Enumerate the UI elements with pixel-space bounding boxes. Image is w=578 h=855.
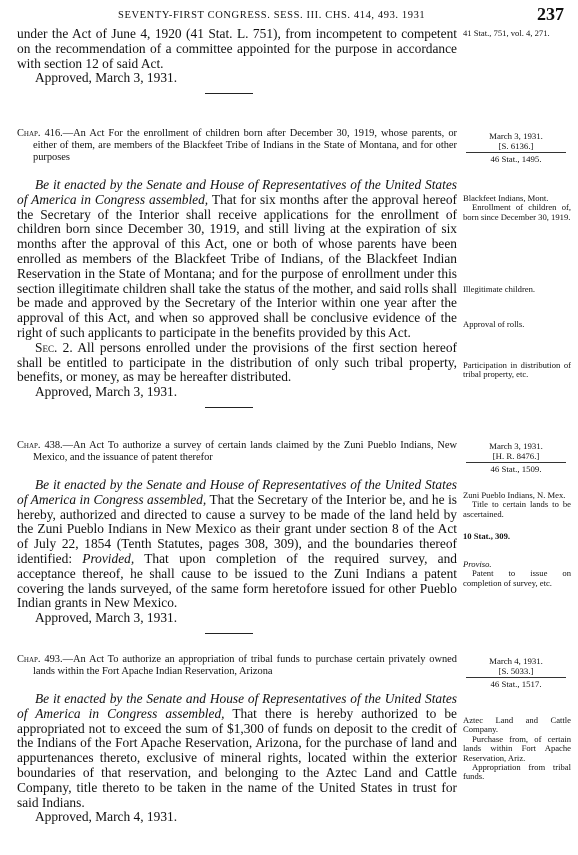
section-divider: [205, 633, 253, 634]
chapter-label: Chap. 416.: [17, 128, 63, 139]
section-text: All persons enrolled under the provisions of the first section hereof shall be entitled to participate in the distribution of only such tribal property, benefits, or money, as may be hereafter distributed.: [17, 339, 457, 385]
docket-date: March 3, 1931.: [489, 441, 543, 451]
approved-line: Approved, March 3, 1931.: [35, 70, 178, 86]
docket-date: March 3, 1931.: [489, 131, 543, 141]
margin-note-zuni: Zuni Pueblo Indians, N. Mex. Title to certain lands to be ascertained.: [463, 490, 571, 519]
section-label: Sec. 2.: [35, 339, 73, 355]
docket-stat: 46 Stat., 1517.: [466, 677, 566, 689]
chapter-493: [17, 654, 457, 825]
running-header: [0, 4, 578, 24]
enacting-clause: Be it enacted by the Senate and House of Representatives of the United States of America in Congress assembled,: [17, 477, 457, 507]
running-title: SEVENTY-FIRST CONGRESS. SESS. III. CHS. 414, 493. 1931: [118, 10, 426, 21]
margin-note-41-stat: 41 Stat., 751, vol. 4, 271.: [463, 28, 550, 38]
body-text-1: That the Secretary of the Interior be, and he is hereby, authorized and directed to cause a survey to be made of the land held by the Zuni Pueblo Indians in New Mexico as their grant under section 8 of the Act of July 22, 1854 (Tenth Statutes, pages 308, 309), and the boundaries thereof identified:: [17, 491, 457, 566]
approved-line: Approved, March 4, 1931.: [35, 809, 178, 825]
provided-keyword: Provided,: [82, 550, 135, 566]
enacting-paragraph: [17, 178, 457, 341]
body-text: That there is hereby authorized to be appropriated not to exceed the sum of $1,300 of funds on deposit to the credit of the Indians of the Fort Apache Reservation, Arizona, for the purchase of land and appurtenances thereto, exclusive of mineral rights, located within the exterior boundaries of that reservation, and belonging to the Aztec Land and Cattle Company, title thereto to be taken in the name of the United States in trust for said Indians.: [17, 705, 457, 810]
docket-date: March 4, 1931.: [489, 656, 543, 666]
approved-line: Approved, March 3, 1931.: [35, 384, 178, 400]
margin-note-stat-309: 10 Stat., 309.: [463, 531, 511, 541]
chapter-title: —An Act For the enrollment of children born after December 30, 1919, whose parents, or either of them, are members of the Blackfeet Tribe of Indians in the State of Montana, and for other purposes: [33, 128, 457, 163]
margin-note-proviso: Proviso. Patent to issue on completion of survey, etc.: [463, 559, 571, 588]
body-text: That for six months after the approval hereof the Secretary of the Interior shall receive applications for the enrollment of children born since December 30, 1919, and still living at the expiration of six months after the approval of this Act, one or both of whose parents have been enrolled as members of the Blackfeet Tribe of Indians, of the Blackfeet Indian Reservation in the State of Montana; and for the purpose of enrollment under this section illegitimate children shall take the status of the mother, and said rolls shall be made and approved by the Secretary of the Interior within one year after the approval of this Act, and when so approved shall be conclusive evidence of the right of such applicants to participate in the benefits provided by this Act.: [17, 191, 457, 340]
docket-bill: [S. 5033.]: [498, 666, 534, 676]
enacting-paragraph: [17, 692, 457, 810]
margin-note-participation: Participation in distribution of tribal property, etc.: [463, 360, 571, 380]
chapter-416: [17, 128, 457, 408]
section-2-paragraph: [17, 341, 457, 385]
enacting-clause: Be it enacted by the Senate and House of Representatives of the United States of America in Congress assembled,: [17, 691, 457, 721]
continuation-text: under the Act of June 4, 1920 (41 Stat. L. 751), from incompetent to competent on the recommendation of a committee appointed for the purpose in accordance with section 12 of said Act.: [17, 26, 457, 71]
enacting-paragraph: [17, 478, 457, 611]
body-text-2: That upon completion of the required survey, and acceptance thereof, he shall cause to be issued to the Zuni Indians a patent covering the lands surveyed, of the same form heretofore issued for other Pueblo Indian grants in New Mexico.: [17, 550, 457, 611]
margin-note-aztec: Aztec Land and Cattle Company. Purchase from, of certain lands within Fort Apache Reservation, Ariz. Appropriation from tribal funds.: [463, 715, 571, 782]
docket-493: [466, 656, 566, 689]
chapter-heading: [17, 440, 457, 464]
approved-line: Approved, March 3, 1931.: [35, 610, 178, 626]
margin-note-illegitimate: Illegitimate children.: [463, 284, 536, 294]
margin-note-approval: Approval of rolls.: [463, 319, 525, 329]
chapter-label: Chap. 438.: [17, 440, 63, 451]
docket-438: [466, 441, 566, 474]
page-number: 237: [537, 4, 564, 24]
chapter-438: [17, 440, 457, 634]
chapter-label: Chap. 493.: [17, 654, 63, 665]
docket-416: [466, 131, 566, 164]
docket-bill: [S. 6136.]: [498, 141, 534, 151]
docket-stat: 46 Stat., 1495.: [466, 152, 566, 164]
docket-bill: [H. R. 8476.]: [492, 451, 540, 461]
chapter-title: —An Act To authorize a survey of certain lands claimed by the Zuni Pueblo Indians, New Mexico, and the issuance of patent therefor: [33, 440, 457, 463]
chapter-title: —An Act To authorize an appropriation of tribal funds to purchase certain privately owned lands within the Fort Apache Indian Reservation, Arizona: [33, 654, 457, 677]
docket-stat: 46 Stat., 1509.: [466, 462, 566, 474]
section-continuation: [17, 27, 457, 94]
chapter-heading: [17, 128, 457, 164]
enacting-clause: Be it enacted by the Senate and House of Representatives of the United States of America in Congress assembled,: [17, 177, 457, 207]
section-divider: [205, 407, 253, 408]
section-divider: [205, 93, 253, 94]
margin-note-blackfeet: Blackfeet Indians, Mont. Enrollment of children of, born since December 30, 1919.: [463, 193, 571, 222]
chapter-heading: [17, 654, 457, 678]
